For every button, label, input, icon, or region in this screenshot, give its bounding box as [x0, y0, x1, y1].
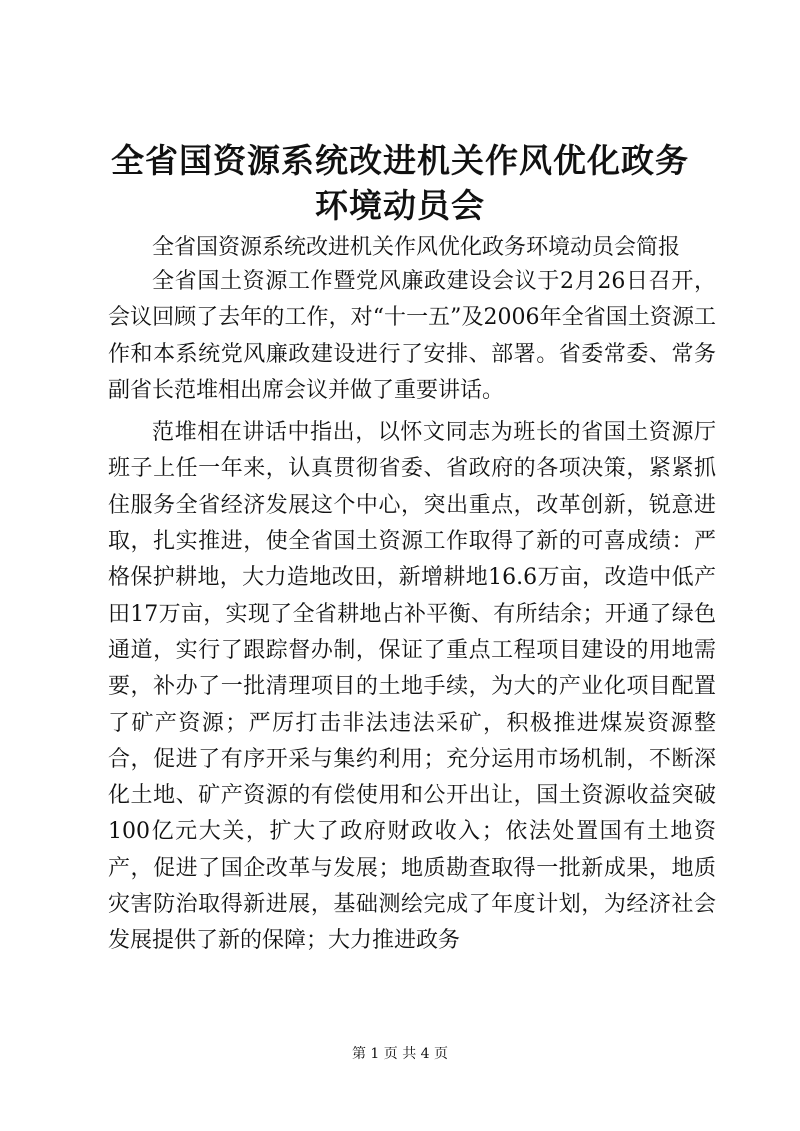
- document-title: 全省国资源系统改进机关作风优化政务环境动员会: [111, 141, 689, 225]
- page-footer: 第 1 页 共 4 页: [351, 1046, 449, 1062]
- body-paragraph-1: 全省国土资源工作暨党风廉政建设会议于2月26日召开，会议回顾了去年的工作，对“十一五”及2006年全省国土资源工作和本系统党风廉政建设进行了安排、部署。省委常委、常务副省长范堆相出席会议并做了重要讲话。: [108, 269, 716, 403]
- document-subtitle: 全省国资源系统改进机关作风优化政务环境动员会简报: [152, 235, 681, 260]
- document-body: [108, 264, 716, 960]
- body-paragraph-2: 范堆相在讲话中指出，以怀文同志为班长的省国土资源厅班子上任一年来，认真贯彻省委、省政府的各项决策，紧紧抓住服务全省经济发展这个中心，突出重点，改革创新，锐意进取，扎实推进，使全省国土资源工作取得了新的可喜成绩：严格保护耕地，大力造地改田，新增耕地16.6万亩，改造中低产田17万亩，实现了全省耕地占补平衡、有所结余；开通了绿色通道，实行了跟踪督办制，保证了重点工程项目建设的用地需要，补办了一批清理项目的土地手续，为大的产业化项目配置了矿产资源；严厉打击非法违法采矿，积极推进煤炭资源整合，促进了有序开采与集约利用；充分运用市场机制，不断深化土地、矿产资源的有偿使用和公开出让，国土资源收益突破100亿元大关，扩大了政府财政收入；依法处置国有土地资产，促进了国企改革与发展；地质勘查取得一批新成果，地质灾害防治取得新进展，基础测绘完成了年度计划，为经济社会发展提供了新的保障；大力推进政务: [108, 420, 716, 954]
